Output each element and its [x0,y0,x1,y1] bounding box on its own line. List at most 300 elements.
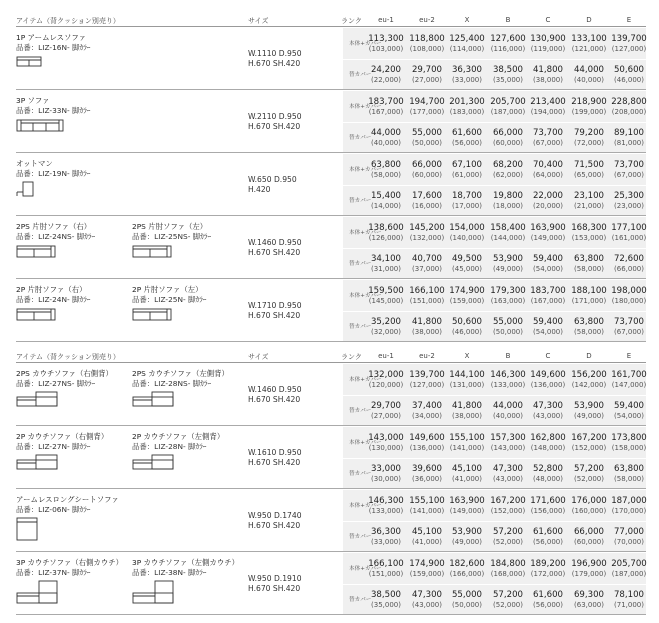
price-cell [569,559,609,579]
size-spec [248,385,340,405]
size-line: H.670 SH.420 [248,311,301,320]
price-row-body-cover [343,364,646,396]
price-without-tax: (49,000) [493,265,523,273]
price-with-tax: 163,900 [530,223,566,233]
rank-column-d: D [586,16,592,24]
price-with-tax: 63,800 [573,317,605,327]
price-cell [407,464,447,484]
price-with-tax: 47,300 [411,590,443,600]
price-cell [366,223,406,243]
rank-label: 本体+カバー [349,41,382,47]
price-with-tax: 78,100 [613,590,645,600]
size-line: W.1610 D.950 [248,448,302,457]
price-area [343,280,646,342]
price-with-tax: 166,100 [409,286,445,296]
price-without-tax: (208,000) [611,108,647,116]
price-with-tax: 154,000 [449,223,485,233]
price-without-tax: (131,000) [449,381,485,389]
couch-sofa-icon [132,454,174,470]
rank-column-eu-2: eu-2 [419,352,435,360]
price-without-tax: (177,000) [409,108,445,116]
product-group [16,490,646,552]
sofa-one-arm-icon [16,307,56,321]
price-with-tax: 188,100 [571,286,607,296]
couch-sofa-icon [16,454,58,470]
product-code: 品番：LIZ-24NS- 脚ｶﾗｰ [16,232,96,241]
price-cell [447,191,487,211]
price-with-tax: 156,200 [571,370,607,380]
price-without-tax: (133,000) [368,507,404,515]
price-with-tax: 52,800 [532,464,564,474]
rank-column-label: ランク [341,17,362,25]
price-cell [366,464,406,484]
table-header [16,349,646,363]
price-without-tax: (156,000) [530,507,566,515]
price-cell [609,317,649,337]
price-without-tax: (60,000) [574,538,604,546]
price-with-tax: 33,000 [370,464,402,474]
price-cell [528,464,568,484]
price-without-tax: (108,000) [409,45,445,53]
price-without-tax: (168,000) [490,570,526,578]
price-cell [528,401,568,421]
price-with-tax: 166,100 [368,559,404,569]
rank-label: 本体+カバー [349,566,382,572]
group-rule [16,614,646,615]
price-with-tax: 73,700 [613,317,645,327]
price-without-tax: (43,000) [493,475,523,483]
price-cell [609,97,649,117]
price-cell [569,317,609,337]
price-cell [407,401,447,421]
price-row-spare-cover [343,185,646,217]
price-with-tax: 44,000 [370,128,402,138]
price-with-tax: 79,200 [573,128,605,138]
price-with-tax: 213,400 [530,97,566,107]
price-with-tax: 179,300 [490,286,526,296]
price-cell [366,370,406,390]
price-without-tax: (127,000) [409,381,445,389]
price-without-tax: (159,000) [449,297,485,305]
product-name: オットマン [16,159,53,168]
price-cell [528,97,568,117]
price-without-tax: (64,000) [533,171,563,179]
price-cell [569,401,609,421]
price-cell [569,590,609,610]
price-with-tax: 168,300 [571,223,607,233]
price-with-tax: 159,500 [368,286,404,296]
price-cell [609,223,649,243]
price-cell [488,496,528,516]
price-without-tax: (121,000) [571,45,607,53]
group-rule [16,488,646,489]
price-cell [407,527,447,547]
price-without-tax: (120,000) [368,381,404,389]
price-without-tax: (41,000) [452,475,482,483]
price-with-tax: 38,500 [370,590,402,600]
price-cell [569,160,609,180]
product-block [16,369,134,407]
price-cell [366,254,406,274]
price-row-body-cover [343,28,646,60]
price-with-tax: 57,200 [492,527,524,537]
price-with-tax: 143,000 [368,433,404,443]
price-without-tax: (38,000) [533,76,563,84]
price-with-tax: 63,800 [370,160,402,170]
price-cell [407,97,447,117]
product-code: 品番：LIZ-25N- 脚ｶﾗｰ [132,295,207,304]
product-group [16,364,646,426]
price-cell [366,191,406,211]
price-cell [447,464,487,484]
rank-column-eu-1: eu-1 [378,352,394,360]
price-without-tax: (133,000) [490,381,526,389]
price-with-tax: 59,400 [532,317,564,327]
price-cell [609,34,649,54]
price-without-tax: (143,000) [490,444,526,452]
price-with-tax: 22,000 [532,191,564,201]
price-without-tax: (67,000) [614,171,644,179]
price-cell [569,286,609,306]
price-cell [528,590,568,610]
price-without-tax: (46,000) [614,76,644,84]
price-without-tax: (187,000) [490,108,526,116]
price-without-tax: (127,000) [611,45,647,53]
product-group [16,553,646,615]
price-with-tax: 228,800 [611,97,647,107]
price-cell [407,34,447,54]
price-cell [488,401,528,421]
product-block [132,558,250,604]
price-cell [528,286,568,306]
price-without-tax: (23,000) [614,202,644,210]
price-cell [407,65,447,85]
price-without-tax: (58,000) [574,265,604,273]
table-header [16,13,646,27]
price-with-tax: 187,000 [611,496,647,506]
price-cell [407,223,447,243]
price-without-tax: (21,000) [574,202,604,210]
price-with-tax: 41,800 [451,401,483,411]
price-row-body-cover [343,91,646,123]
price-row-spare-cover [343,248,646,280]
price-cell [569,34,609,54]
price-without-tax: (116,000) [490,45,526,53]
price-cell [609,191,649,211]
price-with-tax: 127,600 [490,34,526,44]
price-without-tax: (45,000) [452,265,482,273]
price-with-tax: 59,400 [613,401,645,411]
price-without-tax: (14,000) [371,202,401,210]
rank-column-eu-1: eu-1 [378,16,394,24]
price-cell [609,527,649,547]
price-cell [488,128,528,148]
price-with-tax: 167,200 [490,496,526,506]
price-without-tax: (31,000) [371,265,401,273]
price-cell [366,527,406,547]
price-without-tax: (183,000) [449,108,485,116]
price-without-tax: (38,000) [412,328,442,336]
price-with-tax: 24,200 [370,65,402,75]
price-with-tax: 73,700 [613,160,645,170]
product-group [16,154,646,216]
product-code: 品番：LIZ-24N- 脚ｶﾗｰ [16,295,91,304]
price-cell [366,286,406,306]
product-block [16,432,134,470]
price-cell [447,254,487,274]
price-without-tax: (54,000) [533,328,563,336]
rank-label: 替カバー [349,597,372,603]
product-block [16,495,134,541]
price-without-tax: (170,000) [611,507,647,515]
price-with-tax: 149,600 [530,370,566,380]
couch-sofa-icon [132,391,174,407]
price-with-tax: 145,200 [409,223,445,233]
price-without-tax: (54,000) [533,265,563,273]
price-with-tax: 18,700 [451,191,483,201]
price-cell [366,559,406,579]
rank-column-e: E [626,352,632,360]
price-without-tax: (172,000) [530,570,566,578]
price-without-tax: (40,000) [371,139,401,147]
price-without-tax: (62,000) [493,171,523,179]
price-row-body-cover [343,427,646,459]
price-with-tax: 174,900 [409,559,445,569]
price-without-tax: (159,000) [409,570,445,578]
size-line: W.1460 D.950 [248,238,302,247]
price-area [343,154,646,216]
price-cell [447,496,487,516]
price-with-tax: 139,700 [611,34,647,44]
price-without-tax: (18,000) [493,202,523,210]
price-without-tax: (153,000) [571,234,607,242]
price-cell [488,160,528,180]
size-spec [248,511,340,531]
price-with-tax: 158,400 [490,223,526,233]
price-cell [447,559,487,579]
product-block [132,369,250,407]
group-rule [16,341,646,342]
price-cell [407,433,447,453]
price-cell [488,559,528,579]
price-cell [609,254,649,274]
product-code: 品番：LIZ-28N- 脚ｶﾗｰ [132,442,207,451]
price-with-tax: 194,700 [409,97,445,107]
ottoman-icon [16,181,34,197]
price-cell [488,97,528,117]
price-area [343,217,646,279]
price-cell [528,160,568,180]
price-row-divider [343,458,646,459]
price-cell [569,496,609,516]
price-with-tax: 155,100 [409,496,445,506]
price-without-tax: (22,000) [371,76,401,84]
price-without-tax: (147,000) [611,381,647,389]
price-cell [569,65,609,85]
product-block [16,222,134,258]
price-without-tax: (27,000) [412,76,442,84]
price-row-body-cover [343,490,646,522]
product-name: 2P カウチソファ（右側背） [16,432,109,441]
price-cell [609,464,649,484]
price-cell [407,559,447,579]
rank-column-d: D [586,352,592,360]
price-cell [609,496,649,516]
price-cell [528,254,568,274]
rank-label: 替カバー [349,324,372,330]
price-without-tax: (141,000) [409,507,445,515]
price-without-tax: (163,000) [490,297,526,305]
product-code: 品番：LIZ-16N- 脚ｶﾗｰ [16,43,91,52]
price-without-tax: (20,000) [533,202,563,210]
rank-label: 替カバー [349,408,372,414]
price-without-tax: (166,000) [449,570,485,578]
price-without-tax: (16,000) [412,202,442,210]
price-with-tax: 45,100 [451,464,483,474]
price-without-tax: (161,000) [611,234,647,242]
price-area [343,91,646,153]
price-without-tax: (119,000) [530,45,566,53]
price-without-tax: (35,000) [371,601,401,609]
price-cell [569,370,609,390]
product-group [16,28,646,90]
price-without-tax: (70,000) [614,538,644,546]
price-with-tax: 61,600 [451,128,483,138]
price-with-tax: 23,100 [573,191,605,201]
price-with-tax: 35,200 [370,317,402,327]
price-without-tax: (199,000) [571,108,607,116]
price-with-tax: 36,300 [370,527,402,537]
price-without-tax: (36,000) [412,475,442,483]
price-without-tax: (40,000) [493,412,523,420]
product-block [16,33,134,67]
price-with-tax: 144,100 [449,370,485,380]
price-with-tax: 182,600 [449,559,485,569]
price-cell [407,191,447,211]
price-with-tax: 67,100 [451,160,483,170]
price-with-tax: 37,400 [411,401,443,411]
size-line: W.1460 D.950 [248,385,302,394]
price-with-tax: 59,400 [532,254,564,264]
price-area [343,28,646,90]
price-cell [447,317,487,337]
size-spec [248,574,340,594]
price-cell [447,590,487,610]
price-cell [366,160,406,180]
price-cell [569,223,609,243]
size-column-label: サイズ [248,17,269,25]
price-without-tax: (149,000) [449,507,485,515]
size-line: W.2110 D.950 [248,112,302,121]
price-without-tax: (52,000) [493,601,523,609]
price-without-tax: (132,000) [409,234,445,242]
price-with-tax: 47,300 [492,464,524,474]
product-name: 2PS カウチソファ（左側背） [132,369,229,378]
price-cell [488,527,528,547]
price-cell [488,65,528,85]
rank-label: 替カバー [349,261,372,267]
product-block [132,432,250,470]
price-cell [447,65,487,85]
price-with-tax: 38,500 [492,65,524,75]
rank-label: 本体+カバー [349,503,382,509]
price-without-tax: (136,000) [530,381,566,389]
product-group [16,91,646,153]
price-cell [609,401,649,421]
price-without-tax: (33,000) [452,76,482,84]
price-with-tax: 149,600 [409,433,445,443]
chaise-sofa-icon [16,580,58,604]
product-group [16,217,646,279]
sofa-one-arm-icon [16,244,56,258]
price-without-tax: (67,000) [533,139,563,147]
price-without-tax: (56,000) [452,139,482,147]
size-spec [248,238,340,258]
price-with-tax: 45,100 [411,527,443,537]
price-without-tax: (43,000) [412,601,442,609]
rank-label: 替カバー [349,72,372,78]
price-cell [528,34,568,54]
group-rule [16,152,646,153]
price-cell [366,34,406,54]
price-cell [488,464,528,484]
price-without-tax: (38,000) [452,412,482,420]
price-cell [407,128,447,148]
price-with-tax: 53,900 [492,254,524,264]
product-name: 2PS カウチソファ（右側背） [16,369,113,378]
price-cell [447,527,487,547]
price-with-tax: 183,700 [368,97,404,107]
price-with-tax: 53,900 [451,527,483,537]
price-row-divider [343,311,646,312]
price-area [343,553,646,615]
price-with-tax: 39,600 [411,464,443,474]
price-with-tax: 113,300 [368,34,404,44]
size-spec [248,175,340,195]
price-without-tax: (158,000) [611,444,647,452]
price-without-tax: (114,000) [449,45,485,53]
price-row-body-cover [343,553,646,585]
price-with-tax: 189,200 [530,559,566,569]
size-column-label: サイズ [248,353,269,361]
price-without-tax: (71,000) [614,601,644,609]
price-row-body-cover [343,280,646,312]
price-cell [569,464,609,484]
product-code: 品番：LIZ-28NS- 脚ｶﾗｰ [132,379,212,388]
price-without-tax: (17,000) [452,202,482,210]
rank-label: 本体+カバー [349,293,382,299]
product-name: 1P アームレスソファ [16,33,87,42]
price-with-tax: 125,400 [449,34,485,44]
price-without-tax: (58,000) [614,475,644,483]
price-with-tax: 205,700 [490,97,526,107]
header-rule [16,362,646,363]
price-with-tax: 55,000 [411,128,443,138]
rank-column-x: X [464,352,470,360]
price-without-tax: (144,000) [490,234,526,242]
price-cell [407,254,447,274]
product-code: 品番：LIZ-06N- 脚ｶﾗｰ [16,505,91,514]
rank-label: 本体+カバー [349,104,382,110]
rank-label: 本体+カバー [349,167,382,173]
price-row-spare-cover [343,584,646,616]
product-code: 品番：LIZ-27NS- 脚ｶﾗｰ [16,379,96,388]
size-spec [248,301,340,321]
price-without-tax: (152,000) [490,507,526,515]
price-with-tax: 201,300 [449,97,485,107]
price-with-tax: 184,800 [490,559,526,569]
price-with-tax: 176,000 [571,496,607,506]
